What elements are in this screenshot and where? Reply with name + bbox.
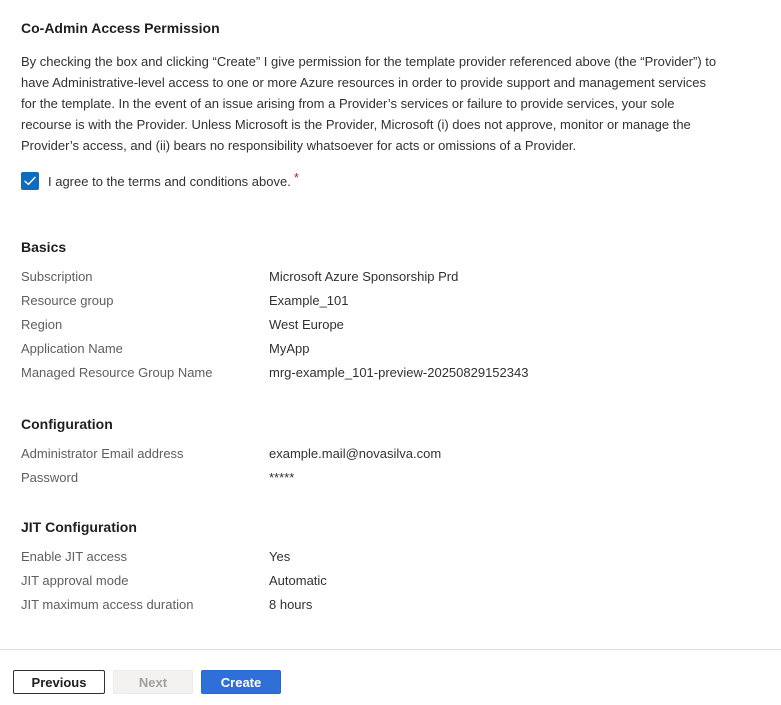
summary-row — [21, 337, 761, 361]
summary-value: mrg-example_101-preview-20250829152343 — [269, 365, 529, 380]
summary-value: 8 hours — [269, 597, 313, 612]
summary-label: Administrator Email address — [21, 446, 184, 461]
summary-value: example.mail@novasilva.com — [269, 446, 442, 461]
summary-row — [21, 265, 761, 289]
summary-label: Managed Resource Group Name — [21, 365, 213, 380]
basics-section — [21, 238, 761, 385]
wizard-footer — [0, 649, 781, 705]
summary-value: Example_101 — [269, 293, 349, 308]
summary-value: Automatic — [269, 573, 327, 588]
coadmin-terms-text: By checking the box and clicking “Create” I give permission for the template provider referenced above (the “Provider”) to have Administrative-level access to one or more Azure resources in order to provide support and management services for the template. In the event of an issue arising from a Provider’s services or failure to provide services, your sole recourse is with the Provider. Unless Microsoft is the Provider, Microsoft (i) does not approve, monitor or manage the Provider’s access, and (ii) bears no responsibility whatsoever for acts or omissions of a Provider. — [21, 54, 717, 153]
summary-value: ***** — [269, 470, 295, 485]
required-marker: * — [293, 169, 299, 185]
summary-value: Yes — [269, 549, 291, 564]
create-button[interactable]: Create — [201, 670, 281, 694]
jit-section — [21, 518, 761, 617]
summary-label: JIT approval mode — [21, 573, 129, 588]
summary-label: JIT maximum access duration — [21, 597, 194, 612]
summary-row — [21, 313, 761, 337]
summary-label: Resource group — [21, 293, 114, 308]
summary-value: MyApp — [269, 341, 310, 356]
summary-row — [21, 545, 761, 569]
review-create-content — [21, 0, 761, 617]
summary-label: Enable JIT access — [21, 549, 127, 564]
summary-value: West Europe — [269, 317, 344, 332]
basics-title: Basics — [21, 239, 67, 255]
summary-label: Application Name — [21, 341, 123, 356]
agree-terms-label[interactable]: I agree to the terms and conditions above. — [48, 173, 291, 189]
summary-row — [21, 569, 761, 593]
summary-row — [21, 442, 761, 466]
next-button[interactable]: Next — [113, 670, 193, 694]
configuration-section — [21, 415, 761, 490]
summary-row — [21, 289, 761, 313]
summary-value: Microsoft Azure Sponsorship Prd — [269, 269, 459, 284]
summary-label: Subscription — [21, 269, 93, 284]
summary-row — [21, 361, 761, 385]
checkmark-icon — [24, 176, 36, 186]
configuration-title: Configuration — [21, 416, 113, 432]
summary-label: Region — [21, 317, 63, 332]
jit-title: JIT Configuration — [21, 519, 137, 535]
summary-row — [21, 466, 761, 490]
agree-terms-row — [21, 171, 761, 191]
previous-button[interactable]: Previous — [13, 670, 105, 694]
summary-row — [21, 593, 761, 617]
agree-terms-checkbox[interactable] — [21, 172, 39, 190]
coadmin-section-title: Co-Admin Access Permission — [21, 20, 220, 36]
summary-label: Password — [21, 470, 79, 485]
